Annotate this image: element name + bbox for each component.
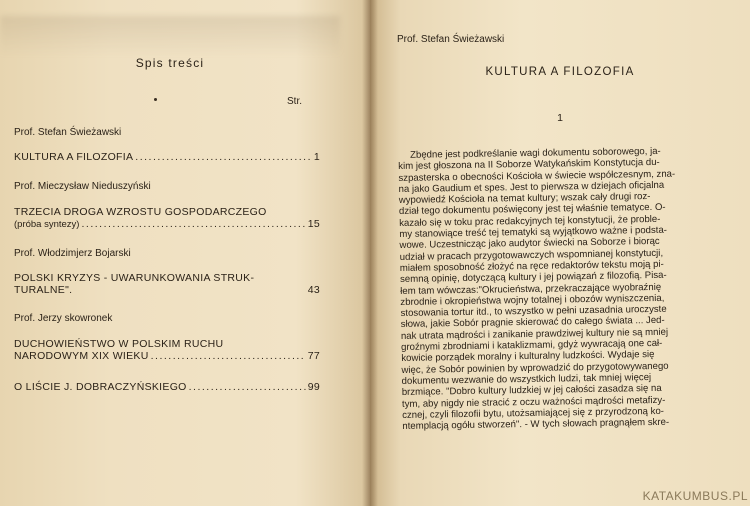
body-line: udział w pracach przygotowawczych wspomnianej konstytucji, [399, 247, 664, 263]
watermark: KATAKUMBUS.PL [642, 489, 748, 503]
toc-entry-page: 99 [307, 381, 320, 393]
body-line: tym, aby nigdy nie stracić z oczu ważności mądrości metafizy- [401, 394, 666, 410]
toc-entry-5[interactable] [14, 381, 320, 393]
body-line: zbrodnie i okropieństwa wojny totalnej i obozów wyniszczenia, [400, 292, 665, 308]
bleed-through-text [0, 16, 340, 56]
ink-speck [154, 98, 157, 101]
toc-entry-4[interactable] [14, 338, 320, 362]
toc-author-3: Prof. Włodzimjerz Bojarski [14, 248, 131, 259]
body-line: dokumentu wezwanie do wszystkich ludzi, tak mniej więcej [401, 371, 652, 387]
article-author: Prof. Stefan Świeżawski [397, 34, 505, 45]
page-column-label: Str. [287, 96, 303, 107]
body-line: kim jest głoszona na II Soborze Watykańskim Konstytucja du- [398, 157, 660, 173]
body-line: dział tego dokumentu poświęcony jest tej właśnie tematyce. O- [398, 202, 666, 218]
body-line: na jako Gaudium et spes. Jest to pierwsza w dziejach oficjalna [398, 179, 665, 195]
body-line: łem tam wówczas:"Okrucieństwa, przekraczające wyobraźnię [400, 281, 662, 297]
body-line: więc, że Sobór powinien by wprowadzić do przygotowywanego [401, 360, 669, 376]
toc-entry-page: 43 [307, 284, 320, 296]
body-line: słowa, jakie Sobór pragnie skierować do całego świata ... Jed- [400, 315, 665, 331]
toc-author-2: Prof. Mieczysław Nieduszyński [14, 181, 151, 192]
toc-author-1: Prof. Stefan Świeżawski [14, 127, 122, 138]
toc-entry-title: DUCHOWIEŃSTWO W POLSKIM RUCHU [14, 338, 224, 350]
body-line: szpasterska o obecności Kościoła w świecie współczesnym, zna- [398, 168, 676, 184]
body-line: stosowania tortur itd., to wszystko w pełni uzasadnia uroczyste [400, 303, 667, 320]
body-line: brzmiące. "Dobro kultury ludzkiej w jej całości zasadza się na [401, 383, 662, 399]
toc-entry-subtitle: (próba syntezy) [14, 219, 80, 230]
left-page [0, 0, 370, 506]
toc-entry-page: 15 [307, 218, 320, 230]
toc-entry-title-cont: NARODOWYM XIX WIEKU [14, 350, 149, 362]
body-line: my stanowiące treść tej tematyki są wyjątkowo ważne i podsta- [399, 224, 668, 241]
toc-entry-title: TRZECIA DROGA WZROSTU GOSPODARCZEGO [14, 206, 267, 218]
toc-entry-title: O LIŚCIE J. DOBRACZYŃSKIEGO [14, 381, 187, 393]
section-number: 1 [557, 112, 563, 124]
body-line: groźnymi zbrodniami i kataklizmami, gdyż wywracają one cał- [401, 337, 663, 354]
body-line: kazało się w toku prac redakcyjnych tej konstytucji, że proble- [399, 213, 661, 229]
right-page [370, 0, 750, 506]
toc-entry-3[interactable] [14, 272, 320, 296]
toc-entry-title: KULTURA A FILOZOFIA [14, 151, 134, 163]
article-body [398, 145, 740, 433]
toc-entry-page: 77 [307, 350, 320, 362]
body-line: wowe. Uczestnicząc jako audytor świecki na Soborze i biorąc [399, 236, 660, 252]
body-line: wypowiedź Kościoła na temat kultury; wszak cały drugi roz- [398, 191, 651, 207]
body-line: nak utrata mądrości i zanikanie prawdziwej kultury nie są mniej [400, 326, 669, 342]
body-line: ntemplacją ogółu stworzeń". - W tych słowach pragnąłem skre- [402, 416, 670, 433]
body-line: kowicie porządek moralny i kulturalny ludzkości. Wydaje się [401, 349, 655, 365]
toc-entry-title-cont: TURALNE". [14, 284, 73, 296]
toc-entry-title: POLSKI KRYZYS - UWARUNKOWANIA STRUK- [14, 272, 255, 284]
article-title: KULTURA A FILOZOFIA [485, 66, 635, 78]
toc-entry-2[interactable] [14, 206, 320, 230]
body-line: miałem sposobność złożyć na ręce redaktorów tekstu moją pi- [399, 258, 664, 274]
book-gutter [362, 0, 378, 506]
body-line: cznej, czyli filozofii bytu, utożsamiającej się z przyrodzoną ko- [402, 405, 665, 421]
toc-author-4: Prof. Jerzy skowronek [14, 313, 113, 324]
body-line: Zbędne jest podkreślanie wagi dokumentu soborowego, ja- [409, 145, 661, 161]
toc-entry-1[interactable] [14, 151, 320, 163]
body-line: semną opinię, dotyczącą kultury i jej powiązań z filozofią. Pisa- [399, 270, 667, 286]
toc-entry-page: 1 [313, 151, 320, 163]
toc-heading: Spis treści [135, 56, 205, 70]
